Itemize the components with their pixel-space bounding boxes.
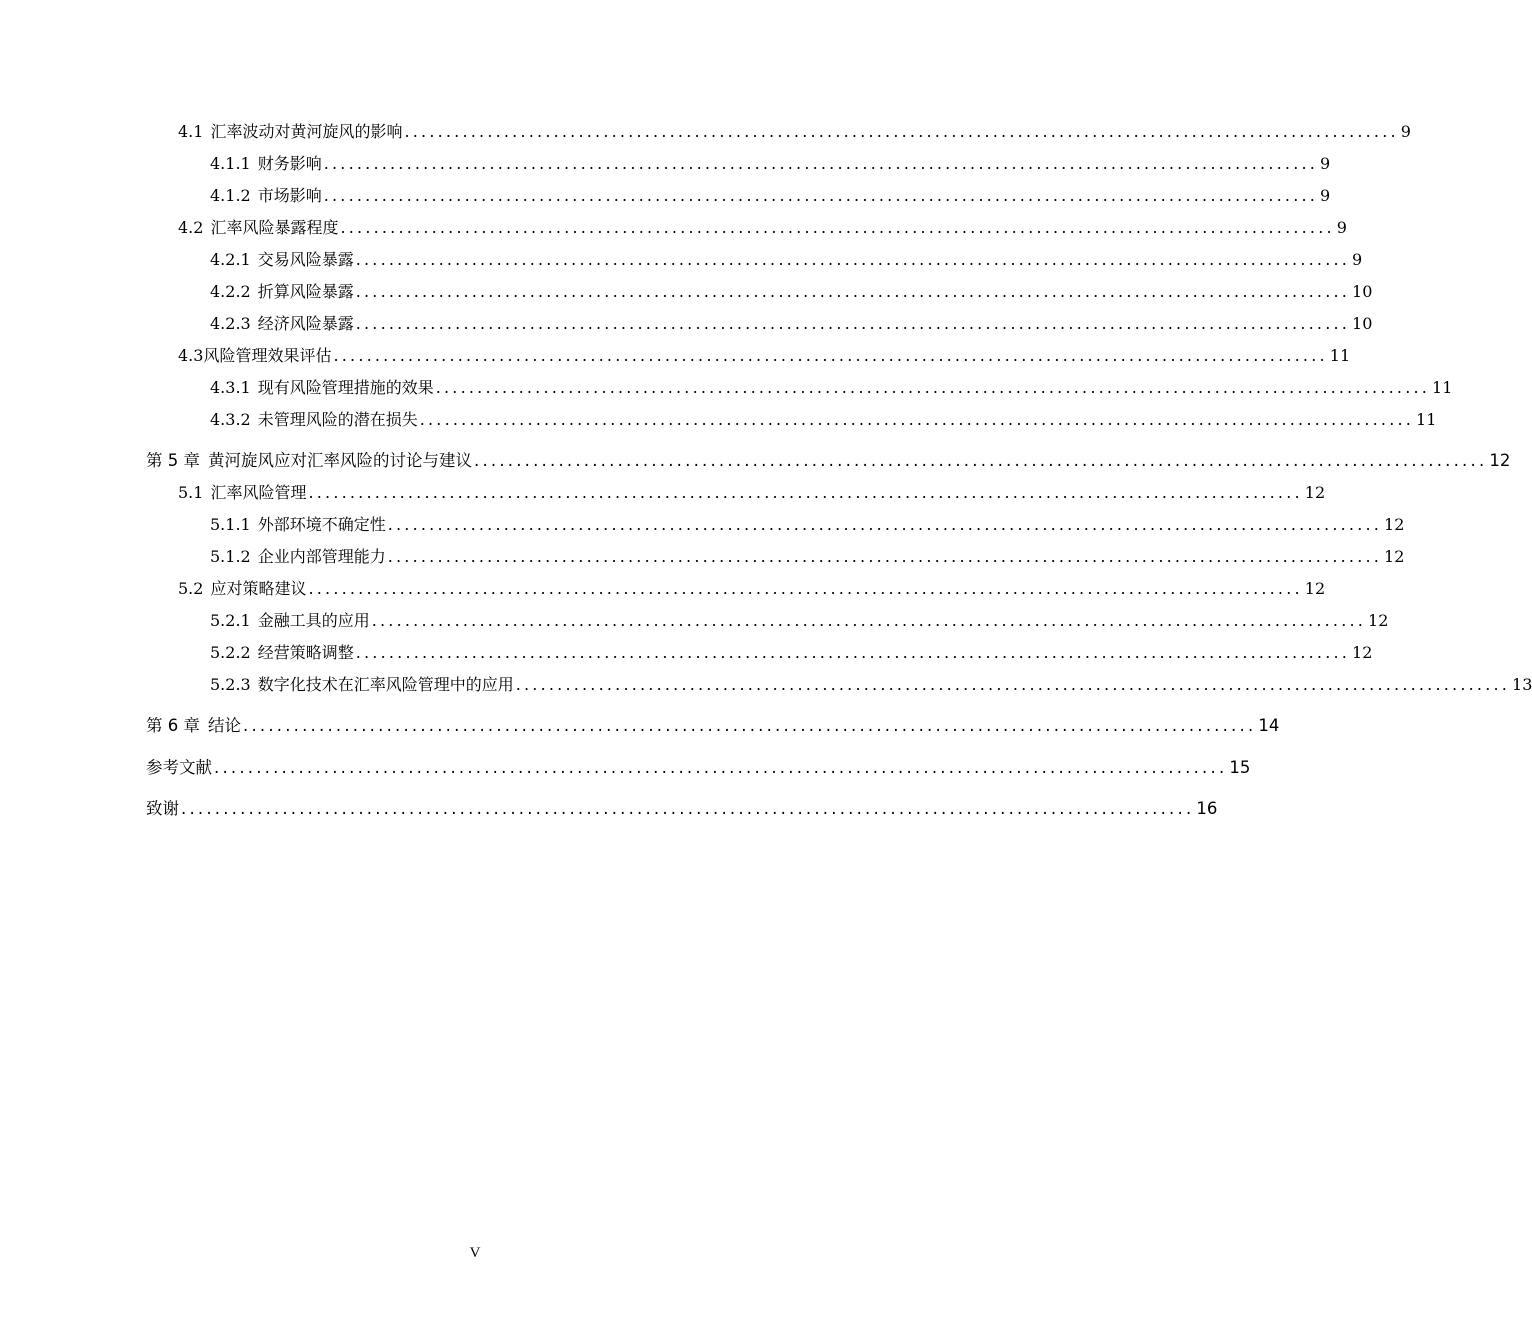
dot-leader: ........................................................................................................................ (181, 799, 1195, 818)
dot-leader: ........................................................................................................................ (387, 547, 1383, 566)
toc-entry-title: 市场影响 (257, 186, 322, 205)
toc-entry-5-1 (178, 481, 1326, 505)
toc-entry-title: 参考文献 (146, 758, 212, 777)
toc-entry-page: 9 (1352, 250, 1363, 269)
toc-entry-4-2 (178, 216, 1347, 240)
toc-entry-number: 4.3.2 (210, 410, 251, 429)
toc-entry-page: 10 (1352, 282, 1373, 301)
toc-entry-number: 4.2.2 (210, 282, 251, 301)
toc-entry-page: 12 (1489, 451, 1511, 470)
toc-entry-page: 9 (1320, 186, 1331, 205)
toc-entry-4-2-3 (210, 312, 1373, 336)
toc-entry-title: 应对策略建议 (210, 579, 307, 598)
dot-leader: ........................................................................................................................ (323, 186, 1319, 205)
toc-entry-title: 风险管理效果评估 (203, 346, 332, 365)
toc-entry-4-1 (178, 120, 1411, 144)
toc-entry-number: 5.1 (178, 483, 204, 502)
toc-entry-title: 数字化技术在汇率风险管理中的应用 (257, 675, 514, 694)
toc-entry-chapter-6 (146, 714, 1280, 738)
toc-entry-4-2-2 (210, 280, 1373, 304)
toc-entry-4-3 (178, 344, 1351, 368)
toc-entry-page: 12 (1352, 643, 1373, 662)
toc-entry-5-2-1 (210, 609, 1389, 633)
dot-leader: ........................................................................................................................ (355, 250, 1351, 269)
toc-entry-4-3-2 (210, 408, 1437, 432)
dot-leader: ........................................................................................................................ (243, 716, 1257, 735)
toc-entry-title: 折算风险暴露 (257, 282, 354, 301)
toc-entry-number: 4.2.3 (210, 314, 251, 333)
toc-entry-title: 汇率风险暴露程度 (210, 218, 339, 237)
toc-entry-page: 16 (1196, 799, 1218, 818)
toc-entry-page: 11 (1432, 378, 1453, 397)
toc-entry-title: 经济风险暴露 (257, 314, 354, 333)
toc-entry-number: 4.2.1 (210, 250, 251, 269)
dot-leader: ........................................................................................................................ (355, 643, 1351, 662)
toc-entry-number: 5.1.1 (210, 515, 251, 534)
dot-leader: ........................................................................................................................ (333, 346, 1328, 365)
toc-entry-number: 4.2 (178, 218, 204, 237)
dot-leader: ........................................................................................................................ (355, 282, 1351, 301)
dot-leader: ........................................................................................................................ (419, 410, 1415, 429)
toc-entry-title: 现有风险管理措施的效果 (257, 378, 434, 397)
toc-entry-page: 14 (1258, 716, 1280, 735)
toc-entry-page: 9 (1400, 122, 1411, 141)
toc-entry-5-2-3 (210, 673, 1532, 697)
toc-entry-5-1-1 (210, 513, 1405, 537)
toc-entry-number: 4.1.2 (210, 186, 251, 205)
dot-leader: ........................................................................................................................ (474, 451, 1488, 470)
dot-leader: ........................................................................................................................ (515, 675, 1511, 694)
toc-entry-page: 9 (1336, 218, 1347, 237)
toc-entry-acknowledgements (146, 797, 1218, 821)
toc-entry-4-1-2 (210, 184, 1331, 208)
toc-entry-chapter-5 (146, 449, 1511, 473)
toc-entry-title: 结论 (208, 716, 241, 735)
toc-entry-title: 交易风险暴露 (257, 250, 354, 269)
toc-entry-page: 9 (1320, 154, 1331, 173)
toc-entry-title: 财务影响 (257, 154, 322, 173)
dot-leader: ........................................................................................................................ (340, 218, 1335, 237)
toc-entry-number: 5.2.2 (210, 643, 251, 662)
toc-entry-number: 第 5 章 (146, 451, 200, 470)
toc-entry-number: 4.3.1 (210, 378, 251, 397)
toc-entry-title: 汇率波动对黄河旋风的影响 (210, 122, 403, 141)
toc-entry-page: 12 (1384, 547, 1405, 566)
dot-leader: ........................................................................................................................ (308, 483, 1303, 502)
dot-leader: ........................................................................................................................ (371, 611, 1367, 630)
toc-entry-title: 致谢 (146, 799, 179, 818)
toc-entry-page: 15 (1229, 758, 1251, 777)
toc-entry-title: 黄河旋风应对汇率风险的讨论与建议 (208, 451, 472, 470)
dot-leader: ........................................................................................................................ (404, 122, 1399, 141)
dot-leader: ........................................................................................................................ (308, 579, 1303, 598)
dot-leader: ........................................................................................................................ (323, 154, 1319, 173)
toc-entry-number: 5.2 (178, 579, 204, 598)
toc-entry-4-2-1 (210, 248, 1363, 272)
toc-entry-5-2-2 (210, 641, 1373, 665)
toc-entry-number: 5.2.1 (210, 611, 251, 630)
toc-entry-page: 10 (1352, 314, 1373, 333)
page-number: V (469, 1245, 481, 1261)
toc-entry-number: 4.1.1 (210, 154, 251, 173)
toc-entry-number: 4.3 (178, 346, 204, 365)
dot-leader: ........................................................................................................................ (355, 314, 1351, 333)
toc-entry-number: 5.2.3 (210, 675, 251, 694)
toc-entry-references (146, 756, 1251, 780)
toc-entry-number: 4.1 (178, 122, 204, 141)
toc-entry-page: 12 (1304, 579, 1326, 598)
toc-entry-title: 外部环境不确定性 (257, 515, 386, 534)
toc-entry-4-3-1 (210, 376, 1453, 400)
toc-entry-title: 未管理风险的潜在损失 (257, 410, 418, 429)
dot-leader: ........................................................................................................................ (387, 515, 1383, 534)
toc-entry-title: 经营策略调整 (257, 643, 354, 662)
toc-entry-title: 企业内部管理能力 (257, 547, 386, 566)
toc-entry-number: 5.1.2 (210, 547, 251, 566)
toc-entry-4-1-1 (210, 152, 1331, 176)
dot-leader: ........................................................................................................................ (214, 758, 1228, 777)
toc-entry-5-2 (178, 577, 1326, 601)
toc-entry-page: 12 (1368, 611, 1389, 630)
toc-entry-page: 12 (1304, 483, 1326, 502)
toc-entry-page: 12 (1384, 515, 1405, 534)
toc-entry-page: 11 (1416, 410, 1437, 429)
toc-entry-number: 第 6 章 (146, 716, 200, 735)
toc-entry-title: 金融工具的应用 (257, 611, 370, 630)
toc-entry-page: 11 (1329, 346, 1351, 365)
toc-entry-title: 汇率风险管理 (210, 483, 307, 502)
dot-leader: ........................................................................................................................ (435, 378, 1431, 397)
toc-entry-page: 13 (1512, 675, 1532, 694)
toc-entry-5-1-2 (210, 545, 1405, 569)
